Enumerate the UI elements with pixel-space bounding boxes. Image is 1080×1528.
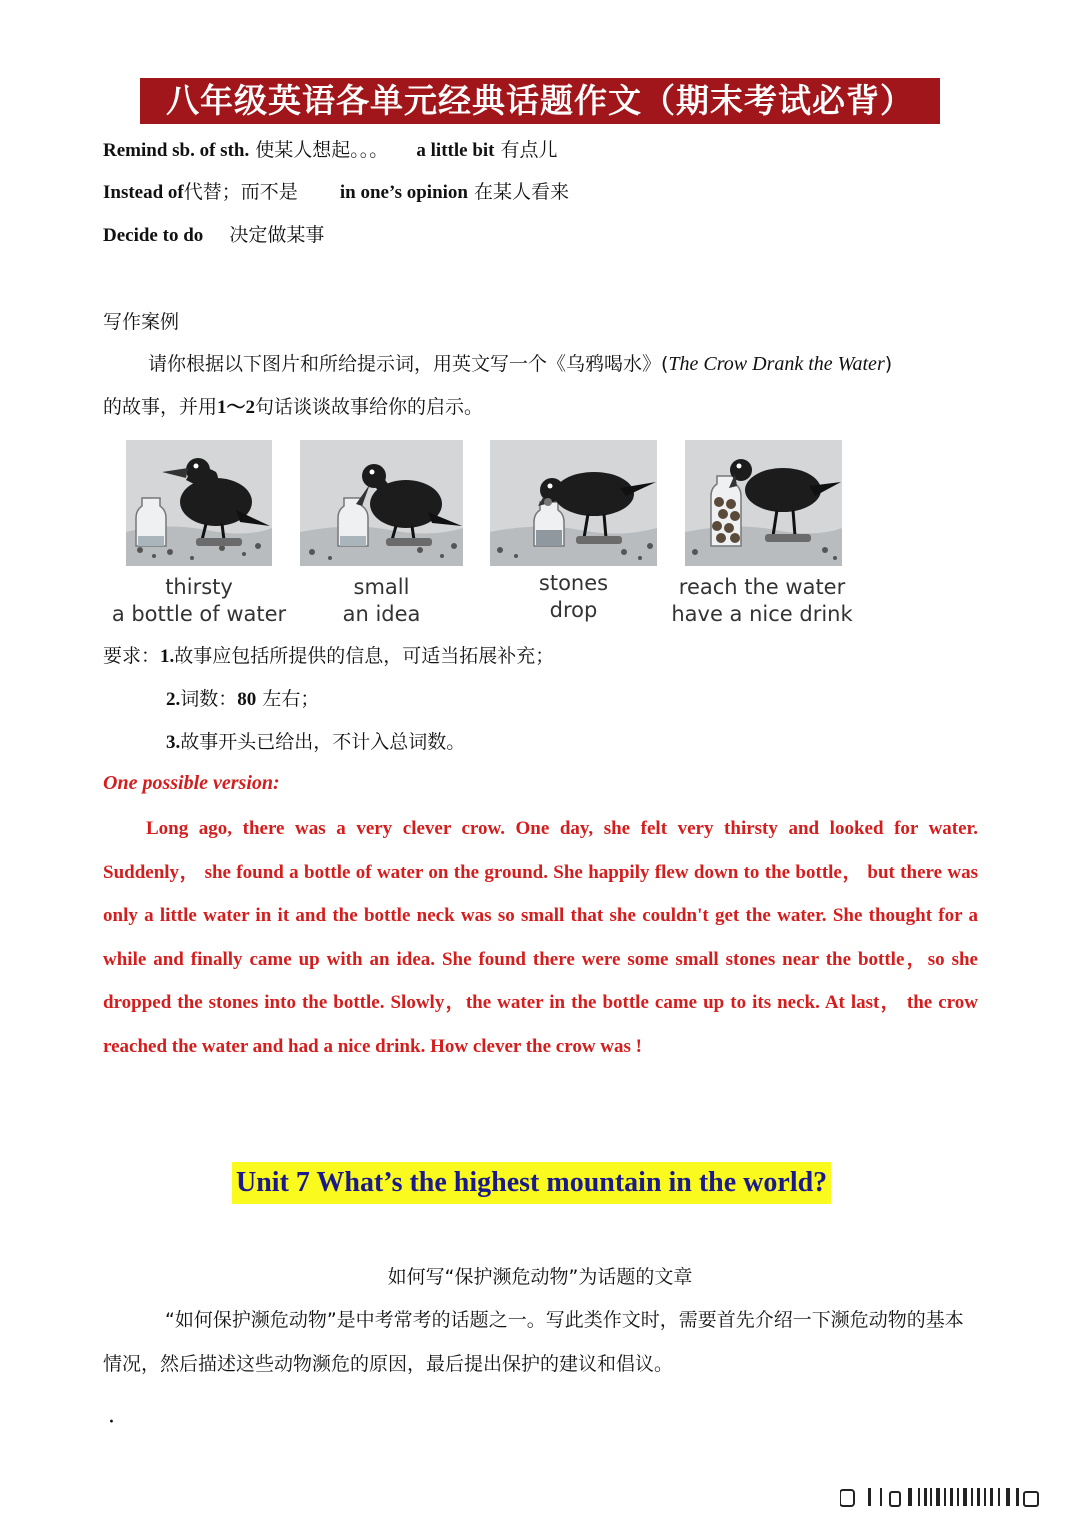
prompt-title-en: The Crow Drank the Water [668, 353, 885, 375]
vocab-meaning: 使某人想起。。。 [255, 139, 389, 161]
requirement-1 [103, 643, 554, 670]
vocab-phrase: Decide to do [103, 225, 204, 246]
vocab-meaning: 在某人看来 [474, 181, 570, 203]
version-heading: One possible version: [103, 772, 280, 794]
vocab-line-2 [103, 180, 569, 205]
caption-line: thirsty [165, 575, 233, 599]
vocab-phrase: a little bit [416, 140, 495, 161]
prompt-range: 1～2 [217, 397, 256, 418]
caption-line: drop [549, 598, 598, 622]
requirement-2 [166, 686, 319, 713]
page-title: 八年级英语各单元经典话题作文（期末考试必背） [140, 78, 940, 124]
requirement-3 [166, 729, 465, 756]
requirement-text: 词数： [180, 688, 238, 710]
requirements-label: 要求： [103, 645, 161, 667]
bullet-dot: · [108, 1410, 115, 1435]
vocab-line-3 [103, 223, 324, 248]
vocab-meaning: 有点儿 [500, 139, 558, 161]
crow-picture-4 [685, 440, 842, 566]
requirement-number: 1. [160, 646, 175, 667]
prompt-text: 请你根据以下图片和所给提示词，用英文写一个《乌鸦喝水》( [148, 353, 669, 375]
vocab-phrase: in one’s opinion [339, 182, 468, 203]
topic-heading: 如何写“保护濒危动物”为话题的文章 [387, 1266, 693, 1288]
requirement-text: 故事开头已给出，不计入总词数。 [180, 731, 466, 753]
caption-line: a bottle of water [111, 602, 287, 626]
crow-picture-3 [490, 440, 657, 566]
vocab-meaning: 决定做某事 [229, 224, 325, 246]
case-label: 写作案例 [103, 311, 180, 333]
caption-line: reach the water [678, 575, 846, 599]
vocab-phrase: Instead of [103, 182, 184, 203]
picture-caption-2 [300, 574, 463, 628]
picture-caption-4 [662, 574, 862, 628]
requirement-text: 左右； [262, 688, 320, 710]
topic-intro: “如何保护濒危动物”是中考常考的话题之一。写此类作文时，需要首先介绍一下濒危动物的基本情况，然后描述这些动物濒危的原因，最后提出保护的建议和倡议。 [103, 1309, 964, 1375]
requirement-number: 3. [166, 732, 181, 753]
caption-line: stones [538, 571, 609, 595]
sample-story: Long ago, there was a very clever crow. One day, she felt very thirsty and looked for water. Suddenly， she found a bottle of water on the ground. She happily flew down to the bottle， but there was only a little water in it and the bottle neck was so small that she couldn't get the water. She thought for a while and finally came up with an idea. She found there were some small stones near the bottle，so she dropped the stones into the bottle. Slowly，the water in the bottle came up to its neck. At last， the crow reached the water and had a nice drink. How clever the crow was ! [103, 818, 978, 1057]
crow-picture-2 [300, 440, 463, 566]
caption-line: an idea [342, 602, 421, 626]
vocab-line-1 [103, 138, 558, 163]
unit-heading: Unit 7 What’s the highest mountain in the world? [232, 1162, 831, 1204]
prompt-text: 句话谈谈故事给你的启示。 [255, 396, 484, 418]
writing-prompt [103, 343, 978, 429]
crow-picture-1 [126, 440, 272, 566]
picture-caption-1 [106, 574, 292, 628]
vocab-meaning: 代替；而不是 [183, 181, 298, 203]
requirement-word-count: 80 [237, 689, 257, 710]
caption-line: have a nice drink [671, 602, 853, 626]
picture-caption-3 [490, 570, 657, 624]
vocab-phrase: Remind sb. of sth. [103, 140, 250, 161]
barcode-watermark [840, 1486, 1060, 1508]
prompt-text: 的故事，并用 [103, 396, 218, 418]
prompt-text: ) [884, 353, 893, 375]
requirement-text: 故事应包括所提供的信息，可适当拓展补充； [174, 645, 555, 667]
requirement-number: 2. [166, 689, 181, 710]
caption-line: small [353, 575, 410, 599]
